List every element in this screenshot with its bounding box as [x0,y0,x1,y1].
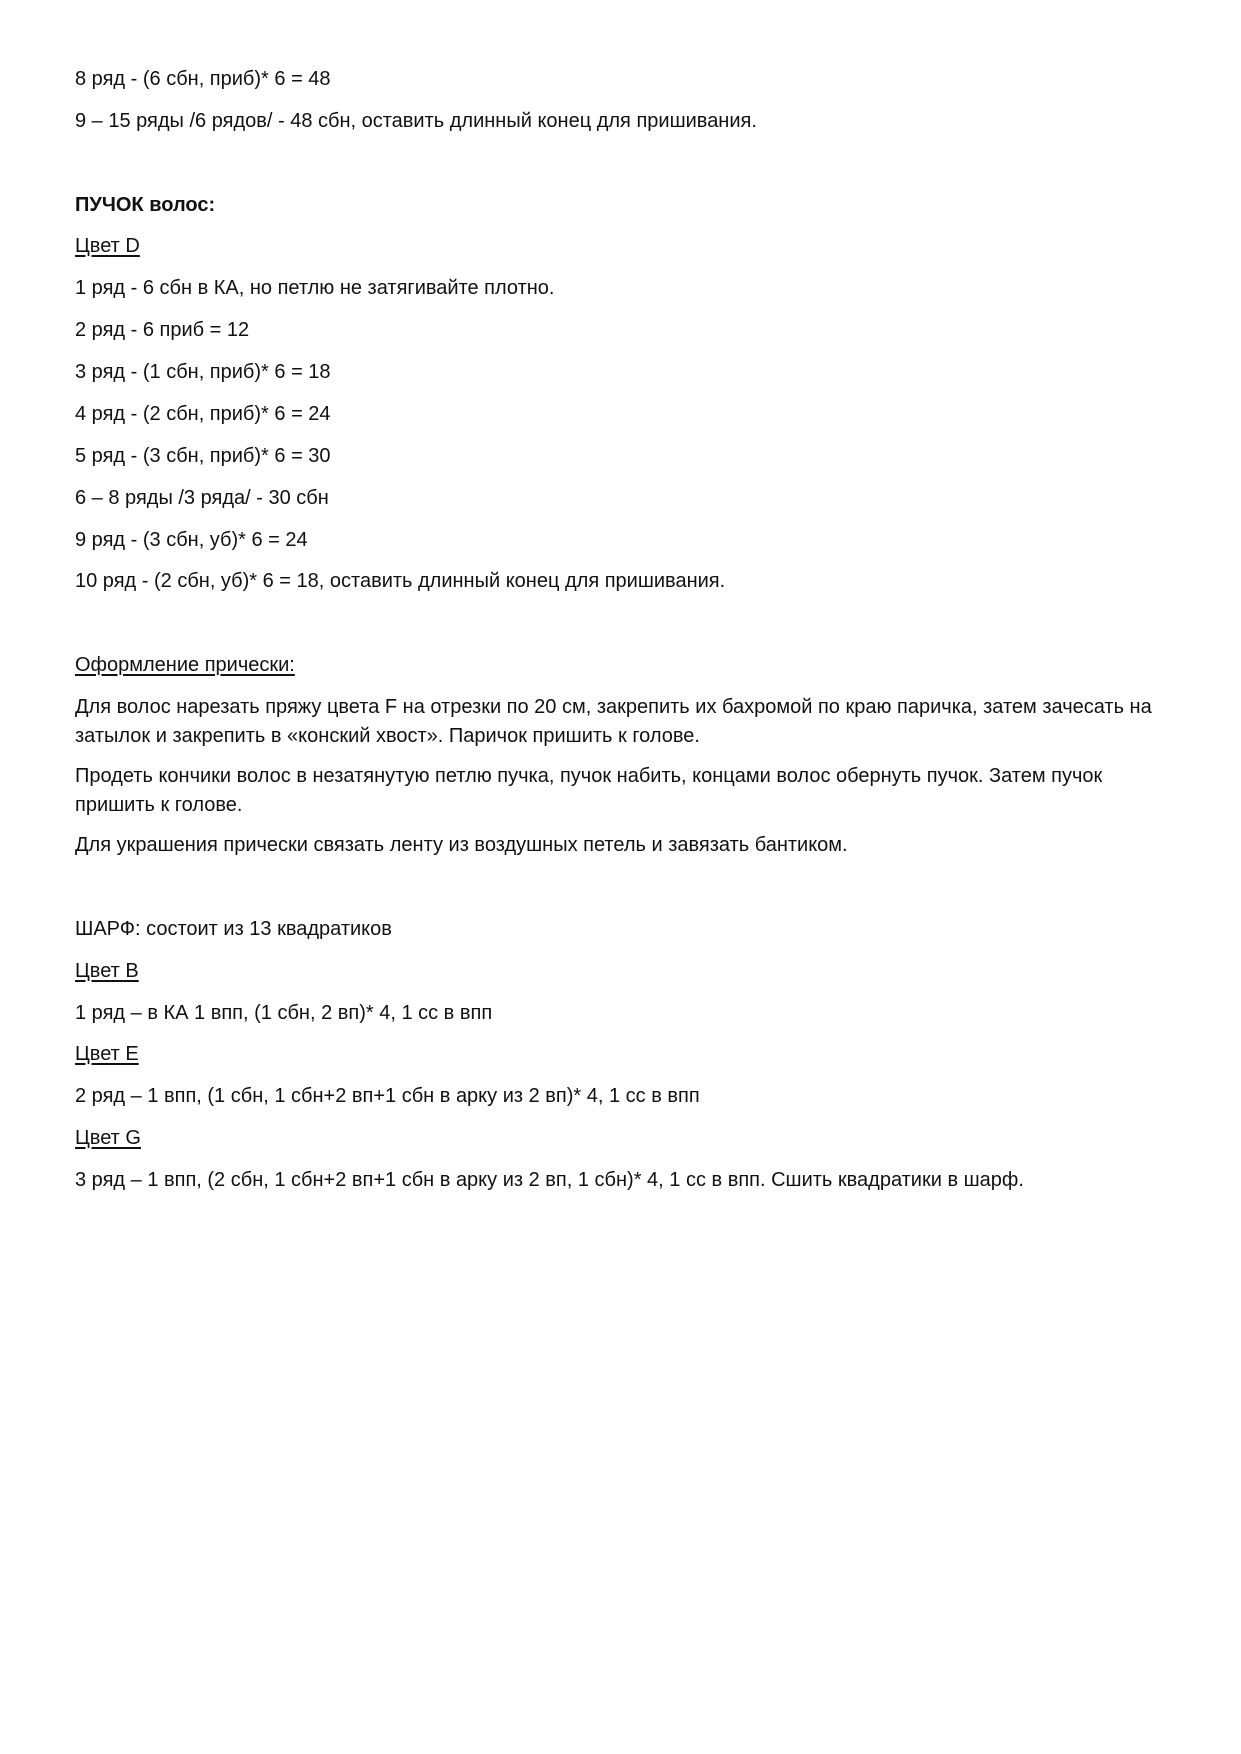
scarf-color-e-label: Цвет E [75,1043,139,1065]
bun-section-title: ПУЧОК волос: [75,194,216,216]
bun-color-label: Цвет D [75,235,140,257]
scarf-row-2: 2 ряд – 1 впп, (1 сбн, 1 сбн+2 вп+1 сбн в арку из 2 вп)* 4, 1 сс в впп [75,1085,700,1107]
row-8-text: 8 ряд - (6 сбн, приб)* 6 = 48 [75,68,331,90]
bun-row-9: 9 ряд - (3 сбн, уб)* 6 = 24 [75,529,308,551]
scarf-color-b-label: Цвет B [75,960,139,982]
bun-row-10: 10 ряд - (2 сбн, уб)* 6 = 18, оставить длинный конец для пришивания. [75,570,726,592]
rows-9-15-text: 9 – 15 ряды /6 рядов/ - 48 сбн, оставить длинный конец для пришивания. [75,110,757,132]
bun-rows-6-8: 6 – 8 ряды /3 ряда/ - 30 сбн [75,487,329,509]
scarf-color-g-label: Цвет G [75,1127,141,1149]
bun-row-1: 1 ряд - 6 сбн в КА, но петлю не затягивайте плотно. [75,277,555,299]
hairstyle-paragraph-3: Для украшения прически связать ленту из воздушных петель и завязать бантиком. [75,834,848,856]
hairstyle-paragraph-1: Для волос нарезать пряжу цвета F на отрезки по 20 см, закрепить их бахромой по краю паричка, затем зачесать на затылок и закрепить в «конский хвост». Паричок пришить к голове. [75,696,1152,747]
scarf-row-1: 1 ряд – в КА 1 впп, (1 сбн, 2 вп)* 4, 1 сс в впп [75,1002,493,1024]
bun-row-4: 4 ряд - (2 сбн, приб)* 6 = 24 [75,403,331,425]
scarf-section-title: ШАРФ: состоит из 13 квадратиков [75,918,392,940]
bun-row-2: 2 ряд - 6 приб = 12 [75,319,250,341]
bun-row-3: 3 ряд - (1 сбн, приб)* 6 = 18 [75,361,331,383]
hairstyle-section-title: Оформление прически: [75,654,295,676]
hairstyle-paragraph-2: Продеть кончики волос в незатянутую петлю пучка, пучок набить, концами волос обернуть пучок. Затем пучок пришить к голове. [75,765,1103,816]
bun-row-5: 5 ряд - (3 сбн, приб)* 6 = 30 [75,445,331,467]
scarf-row-3: 3 ряд – 1 впп, (2 сбн, 1 сбн+2 вп+1 сбн в арку из 2 вп, 1 сбн)* 4, 1 сс в впп. Сшить квадратики в шарф. [75,1169,1024,1191]
